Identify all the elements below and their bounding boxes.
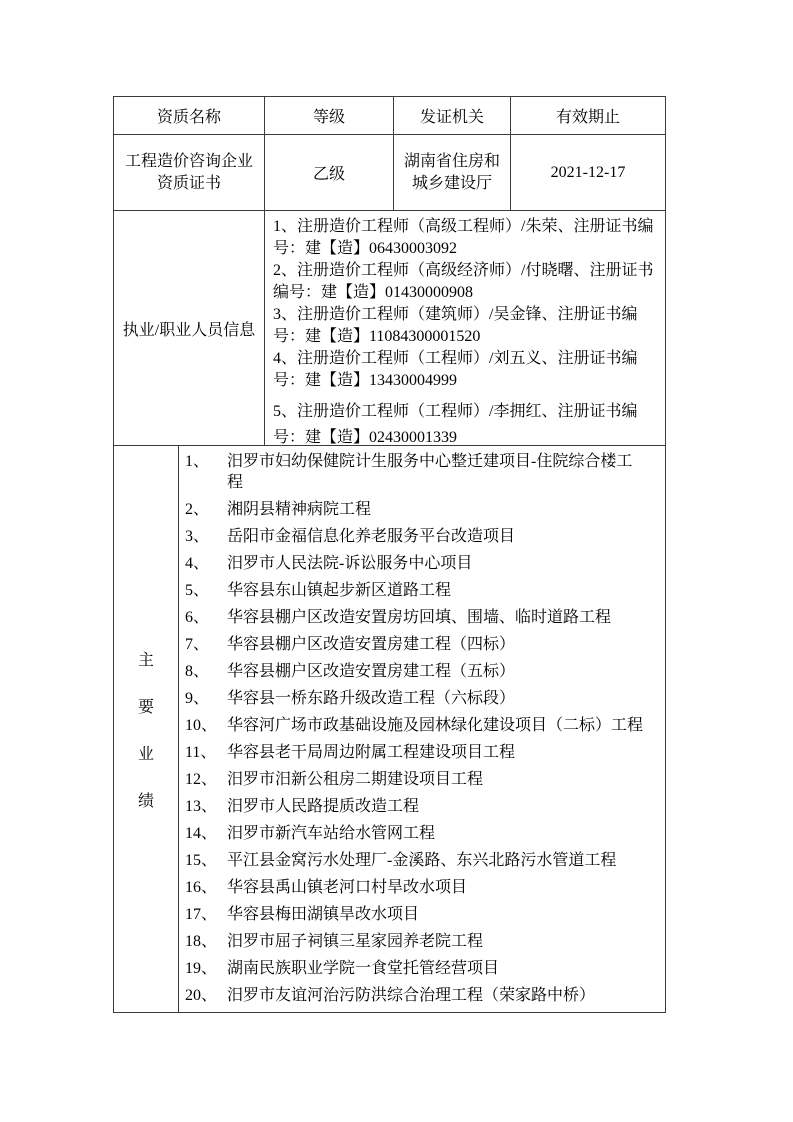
achievements-label <box>114 446 179 1012</box>
project-item <box>185 769 661 790</box>
project-item <box>185 526 661 547</box>
personnel-item: 4、注册造价工程师（工程师）/刘五义、注册证书编号：建【造】13430004999 <box>273 350 638 389</box>
project-name: 华容县老干局周边附属工程建设项目工程 <box>227 744 516 761</box>
project-item <box>185 499 661 520</box>
project-item <box>185 823 661 844</box>
project-name: 华容县棚户区改造安置房建工程（五标） <box>227 663 516 680</box>
project-number: 7、 <box>185 636 210 653</box>
qualification-expiry: 2021-12-17 <box>550 163 626 181</box>
header-cell-grade: 等级 <box>265 97 394 134</box>
project-item <box>185 661 661 682</box>
project-item <box>185 958 661 979</box>
project-name: 汨罗市汨新公租房二期建设项目工程 <box>227 771 484 788</box>
project-item <box>185 451 661 493</box>
header-cell-qualification-name: 资质名称 <box>114 97 265 134</box>
project-number: 18、 <box>185 933 218 950</box>
project-number: 5、 <box>185 582 210 599</box>
project-number: 3、 <box>185 528 210 545</box>
project-item <box>185 580 661 601</box>
project-name: 华容县棚户区改造安置房建工程（四标） <box>227 636 516 653</box>
qualification-issuer: 湖南省住房和城乡建设厅 <box>394 135 511 210</box>
project-number: 12、 <box>185 771 218 788</box>
project-number: 14、 <box>185 825 218 842</box>
personnel-item: 2、注册造价工程师（高级经济师）/付晓曙、注册证书编号：建【造】01430000908 <box>273 262 654 301</box>
header-cell-issuer: 发证机关 <box>394 97 511 134</box>
project-item <box>185 715 661 736</box>
project-item <box>185 553 661 574</box>
project-number: 19、 <box>185 960 218 977</box>
project-name: 华容县禹山镇老河口村旱改水项目 <box>227 879 468 896</box>
project-name: 湖南民族职业学院一食堂托管经营项目 <box>227 960 500 977</box>
project-number: 15、 <box>185 852 218 869</box>
qualification-row <box>114 135 665 211</box>
header-cell-expiry: 有效期止 <box>555 109 620 126</box>
project-item <box>185 607 661 628</box>
project-item <box>185 688 661 709</box>
achievements-list <box>179 446 665 1012</box>
achievements-label-char: 要 <box>137 699 154 716</box>
project-number: 17、 <box>185 906 218 923</box>
achievements-row <box>114 446 665 1012</box>
project-name: 汨罗市妇幼保健院计生服务中心整迁建项目-住院综合楼工程 <box>227 453 633 491</box>
project-name: 华容县一桥东路升级改造工程（六标段） <box>227 690 516 707</box>
project-item <box>185 877 661 898</box>
project-item <box>185 904 661 925</box>
qualification-name: 工程造价咨询企业资质证书 <box>114 135 265 210</box>
project-number: 8、 <box>185 663 210 680</box>
project-name: 华容县梅田湖镇旱改水项目 <box>227 906 420 923</box>
project-item <box>185 850 661 871</box>
project-number: 10、 <box>185 717 218 734</box>
project-number: 2、 <box>185 501 210 518</box>
project-name: 华容河广场市政基础设施及园林绿化建设项目（二标）工程 <box>227 717 644 734</box>
personnel-item: 3、注册造价工程师（建筑师）/吴金锋、注册证书编号：建【造】11084300001520 <box>273 306 638 345</box>
project-name: 华容县东山镇起步新区道路工程 <box>227 582 452 599</box>
project-item <box>185 742 661 763</box>
project-name: 平江县金窝污水处理厂-金溪路、东兴北路污水管道工程 <box>227 852 617 869</box>
project-number: 1、 <box>185 453 210 470</box>
table-header-row <box>114 97 665 135</box>
project-name: 汨罗市友谊河治污防洪综合治理工程（荣家路中桥） <box>227 987 596 1004</box>
personnel-row <box>114 211 665 446</box>
project-name: 华容县棚户区改造安置房坊回填、围墙、临时道路工程 <box>227 609 612 626</box>
project-number: 11、 <box>185 744 217 761</box>
project-name: 汨罗市新汽车站给水管网工程 <box>227 825 436 842</box>
project-number: 20、 <box>185 987 218 1004</box>
qualification-grade: 乙级 <box>265 135 394 210</box>
project-number: 9、 <box>185 690 210 707</box>
project-number: 4、 <box>185 555 210 572</box>
project-item <box>185 796 661 817</box>
project-item <box>185 931 661 952</box>
qualification-table <box>113 96 666 1013</box>
achievements-label-char: 绩 <box>137 793 154 810</box>
project-name: 汨罗市屈子祠镇三星家园养老院工程 <box>227 933 484 950</box>
project-name: 汨罗市人民法院-诉讼服务中心项目 <box>227 555 473 572</box>
project-number: 6、 <box>185 609 210 626</box>
achievements-label-char: 主 <box>137 652 154 669</box>
personnel-label: 执业/职业人员信息 <box>114 211 265 445</box>
personnel-item: 5、注册造价工程师（工程师）/李拥红、注册证书编号：建【造】02430001339 <box>273 403 638 445</box>
project-name: 汨罗市人民路提质改造工程 <box>227 798 420 815</box>
personnel-list <box>265 211 665 445</box>
project-item <box>185 634 661 655</box>
personnel-item: 1、注册造价工程师（高级工程师）/朱荣、注册证书编号：建【造】06430003092 <box>273 218 654 257</box>
project-name: 岳阳市金福信息化养老服务平台改造项目 <box>227 528 516 545</box>
project-number: 13、 <box>185 798 218 815</box>
project-number: 16、 <box>185 879 218 896</box>
project-item <box>185 985 661 1006</box>
project-name: 湘阴县精神病院工程 <box>227 501 372 518</box>
achievements-label-char: 业 <box>137 746 154 763</box>
